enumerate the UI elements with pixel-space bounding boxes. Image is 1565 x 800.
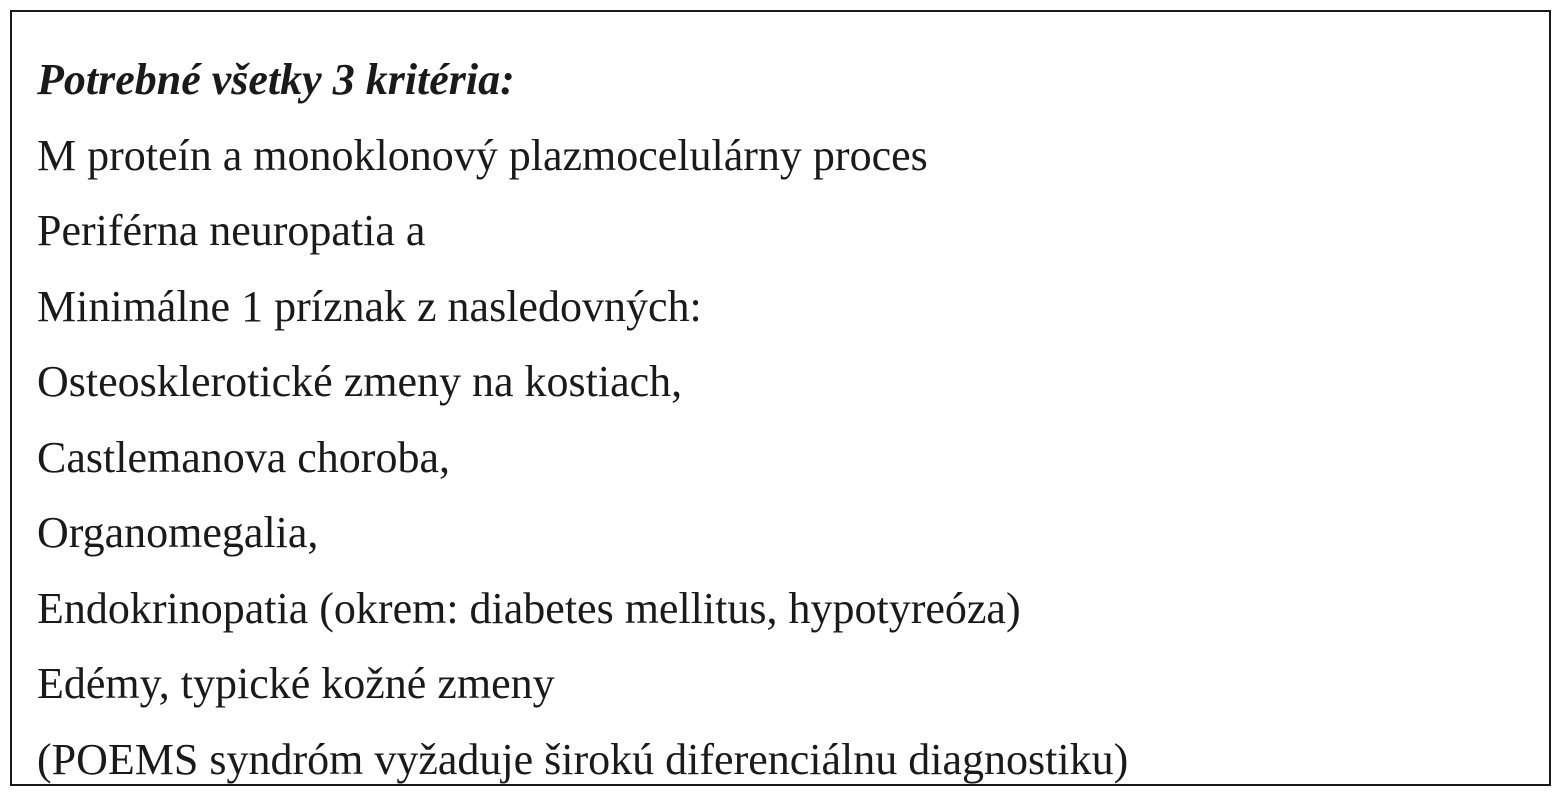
criteria-box <box>10 10 1551 786</box>
criteria-heading: Potrebné všetky 3 kritéria: <box>37 55 515 104</box>
criteria-line-organomegaly: Organomegalia, <box>37 508 319 557</box>
criteria-line-minimum-symptom: Minimálne 1 príznak z nasledovných: <box>37 281 702 331</box>
criteria-line-neuropathy: Periférna neuropatia a <box>37 206 426 255</box>
criteria-line-osteosclerotic: Osteosklerotické zmeny na kostiach, <box>37 357 683 406</box>
criteria-line-differential-note: (POEMS syndróm vyžaduje širokú diferenciálnu diagnostiku) <box>37 734 1129 784</box>
criteria-line-m-protein: M proteín a monoklonový plazmocelulárny proces <box>37 130 928 180</box>
criteria-line-castleman: Castlemanova choroba, <box>37 432 450 482</box>
criteria-line-endocrinopathy: Endokrinopatia (okrem: diabetes mellitus, hypotyreóza) <box>37 583 1021 633</box>
criteria-line-edema-skin: Edémy, typické kožné zmeny <box>37 659 555 708</box>
